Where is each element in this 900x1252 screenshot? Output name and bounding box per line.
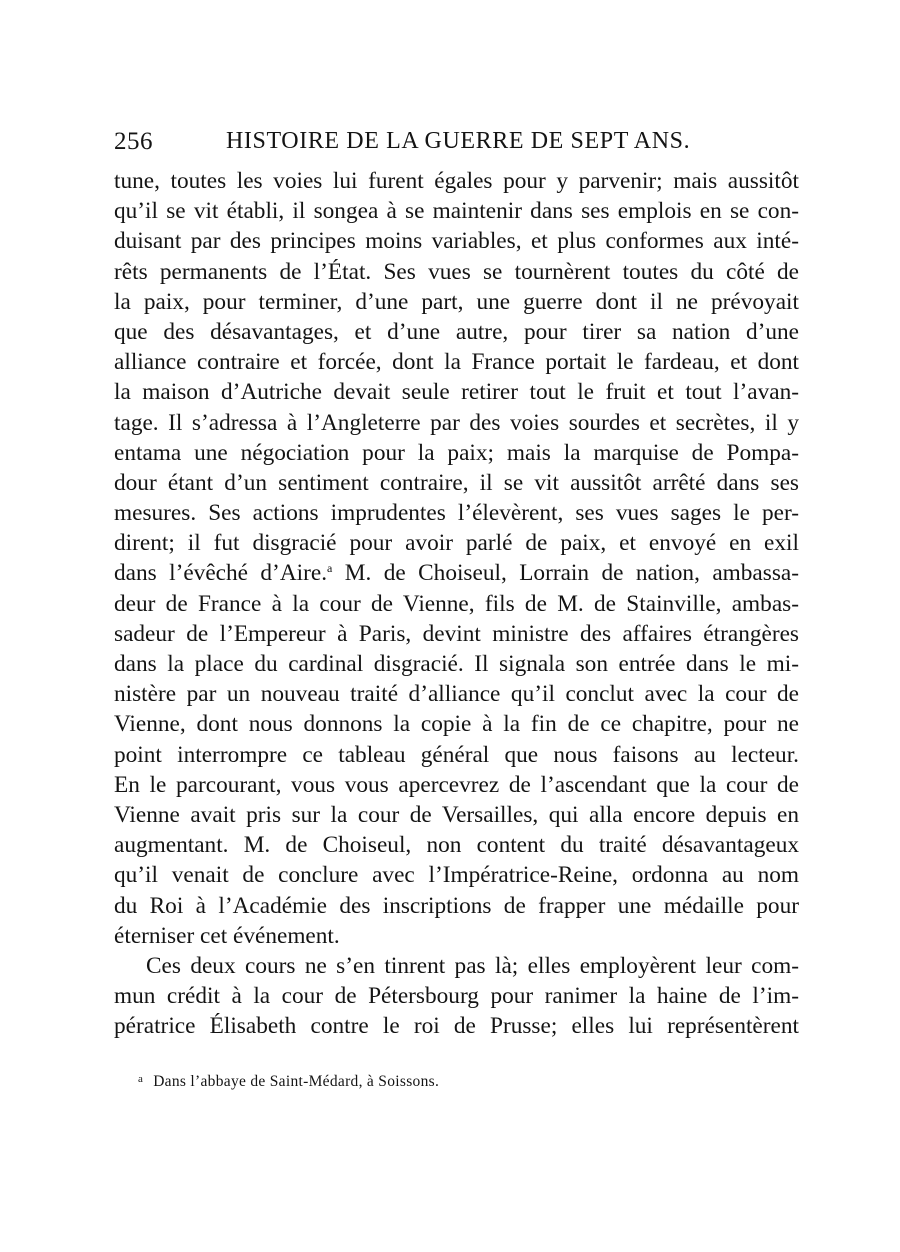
text-line-end: M. de Choiseul, Lorrain de nation, ambassa- <box>332 560 799 587</box>
text-line: deur de France à la cour de Vienne, fils de M. de Stainville, ambas- <box>114 590 799 617</box>
text-line: mun crédit à la cour de Pétersbourg pour ranimer la haine de l’im- <box>114 983 799 1010</box>
text-line: que des désavantages, et d’une autre, pour tirer sa nation d’une <box>114 318 799 345</box>
paragraph-first-line: Ces deux cours ne s’en tinrent pas là; elles employèrent leur com- <box>146 952 799 979</box>
text-line: duisant par des principes moins variables, et plus conformes aux inté- <box>114 228 799 255</box>
text-line: alliance contraire et forcée, dont la France portait le fardeau, et dont <box>114 349 799 376</box>
footnote <box>138 1073 439 1091</box>
text-line: la maison d’Autriche devait seule retirer tout le fruit et tout l’avan- <box>114 379 799 406</box>
text-line: éterniser cet événement. <box>114 922 340 949</box>
footnote-reference: a <box>327 561 333 576</box>
text-line: dour étant d’un sentiment contraire, il se vit aussitôt arrêté dans ses <box>114 469 799 496</box>
text-line: tune, toutes les voies lui furent égales pour y parvenir; mais aussitôt <box>114 168 799 194</box>
page-number: 256 <box>114 128 153 155</box>
text-line-start: dans l’évêché d’Aire. <box>114 560 328 587</box>
text-line: En le parcourant, vous vous apercevrez de l’ascendant que la cour de <box>114 771 799 798</box>
text-line-with-note <box>114 558 799 588</box>
text-line: rêts permanents de l’État. Ses vues se tournèrent toutes du côté de <box>114 258 799 285</box>
text-line: dirent; il fut disgracié pour avoir parlé de paix, et envoyé en exil <box>114 530 799 557</box>
text-line: dans la place du cardinal disgracié. Il signala son entrée dans le mi- <box>114 651 799 677</box>
text-line: pératrice Élisabeth contre le roi de Prusse; elles lui représentèrent <box>114 1013 799 1040</box>
footnote-text: Dans l’abbaye de Saint-Médard, à Soissons. <box>153 1073 440 1090</box>
text-line: mesures. Ses actions imprudentes l’élevèrent, ses vues sages le per- <box>114 500 799 527</box>
text-line: la paix, pour terminer, d’une part, une guerre dont il ne prévoyait <box>114 288 799 315</box>
text-line: entama une négociation pour la paix; mais la marquise de Pompa- <box>114 439 799 466</box>
running-title: HISTOIRE DE LA GUERRE DE SEPT ANS. <box>226 128 691 154</box>
text-line: tage. Il s’adressa à l’Angleterre par des voies sourdes et secrètes, il y <box>114 409 799 436</box>
text-line: point interrompre ce tableau général que nous faisons au lecteur. <box>114 741 799 768</box>
text-line: nistère par un nouveau traité d’alliance qu’il conclut avec la cour de <box>114 681 799 708</box>
text-line: Vienne avait pris sur la cour de Versailles, qui alla encore depuis en <box>114 801 799 828</box>
text-line: Vienne, dont nous donnons la copie à la fin de ce chapitre, pour ne <box>114 711 799 738</box>
text-line: qu’il se vit établi, il songea à se maintenir dans ses emplois en se con- <box>114 198 799 225</box>
body-text <box>114 166 799 1041</box>
text-line: augmentant. M. de Choiseul, non content du traité désavantageux <box>114 832 799 859</box>
page-header <box>114 128 804 162</box>
text-line: sadeur de l’Empereur à Paris, devint ministre des affaires étrangères <box>114 620 799 647</box>
text-line: qu’il venait de conclure avec l’Impératrice-Reine, ordonna au nom <box>114 862 799 889</box>
footnote-marker: a <box>138 1073 144 1085</box>
text-line: du Roi à l’Académie des inscriptions de frapper une médaille pour <box>114 892 799 919</box>
